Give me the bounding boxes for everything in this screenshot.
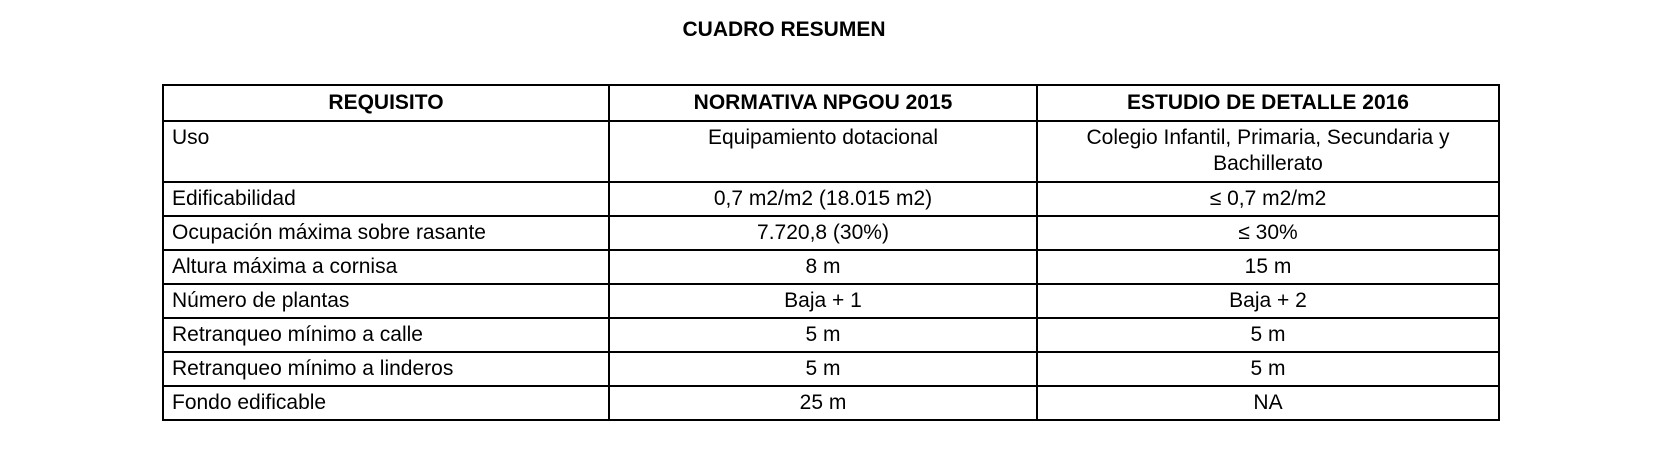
cell-estudio: 5 m [1037,352,1499,386]
cell-requisito: Edificabilidad [163,182,609,216]
cell-normativa: Baja + 1 [609,284,1037,318]
table-row [163,182,1499,216]
table-row [163,216,1499,250]
cell-requisito: Ocupación máxima sobre rasante [163,216,609,250]
table-row [163,121,1499,182]
header-normativa: NORMATIVA NPGOU 2015 [609,85,1037,121]
cell-estudio: ≤ 0,7 m2/m2 [1037,182,1499,216]
cell-requisito: Uso [163,121,609,182]
cell-normativa: 25 m [609,386,1037,420]
cell-normativa: 5 m [609,318,1037,352]
table-row [163,386,1499,420]
summary-table [162,84,1500,421]
cell-estudio: 15 m [1037,250,1499,284]
table-row [163,352,1499,386]
cell-normativa: 8 m [609,250,1037,284]
cell-normativa: 7.720,8 (30%) [609,216,1037,250]
cell-normativa: 0,7 m2/m2 (18.015 m2) [609,182,1037,216]
cell-requisito: Fondo edificable [163,386,609,420]
cell-requisito: Retranqueo mínimo a linderos [163,352,609,386]
header-estudio: ESTUDIO DE DETALLE 2016 [1037,85,1499,121]
cell-requisito: Número de plantas [163,284,609,318]
cell-requisito: Altura máxima a cornisa [163,250,609,284]
cell-estudio: Baja + 2 [1037,284,1499,318]
cell-estudio: 5 m [1037,318,1499,352]
page-title: CUADRO RESUMEN [682,18,886,41]
cell-estudio: Colegio Infantil, Primaria, Secundaria y Bachillerato [1037,121,1499,182]
cell-requisito: Retranqueo mínimo a calle [163,318,609,352]
cell-normativa: 5 m [609,352,1037,386]
cell-estudio: ≤ 30% [1037,216,1499,250]
table-row [163,250,1499,284]
cell-normativa: Equipamiento dotacional [609,121,1037,182]
table-row [163,318,1499,352]
cell-estudio: NA [1037,386,1499,420]
table-row [163,284,1499,318]
header-requisito: REQUISITO [163,85,609,121]
table-header-row [163,85,1499,121]
